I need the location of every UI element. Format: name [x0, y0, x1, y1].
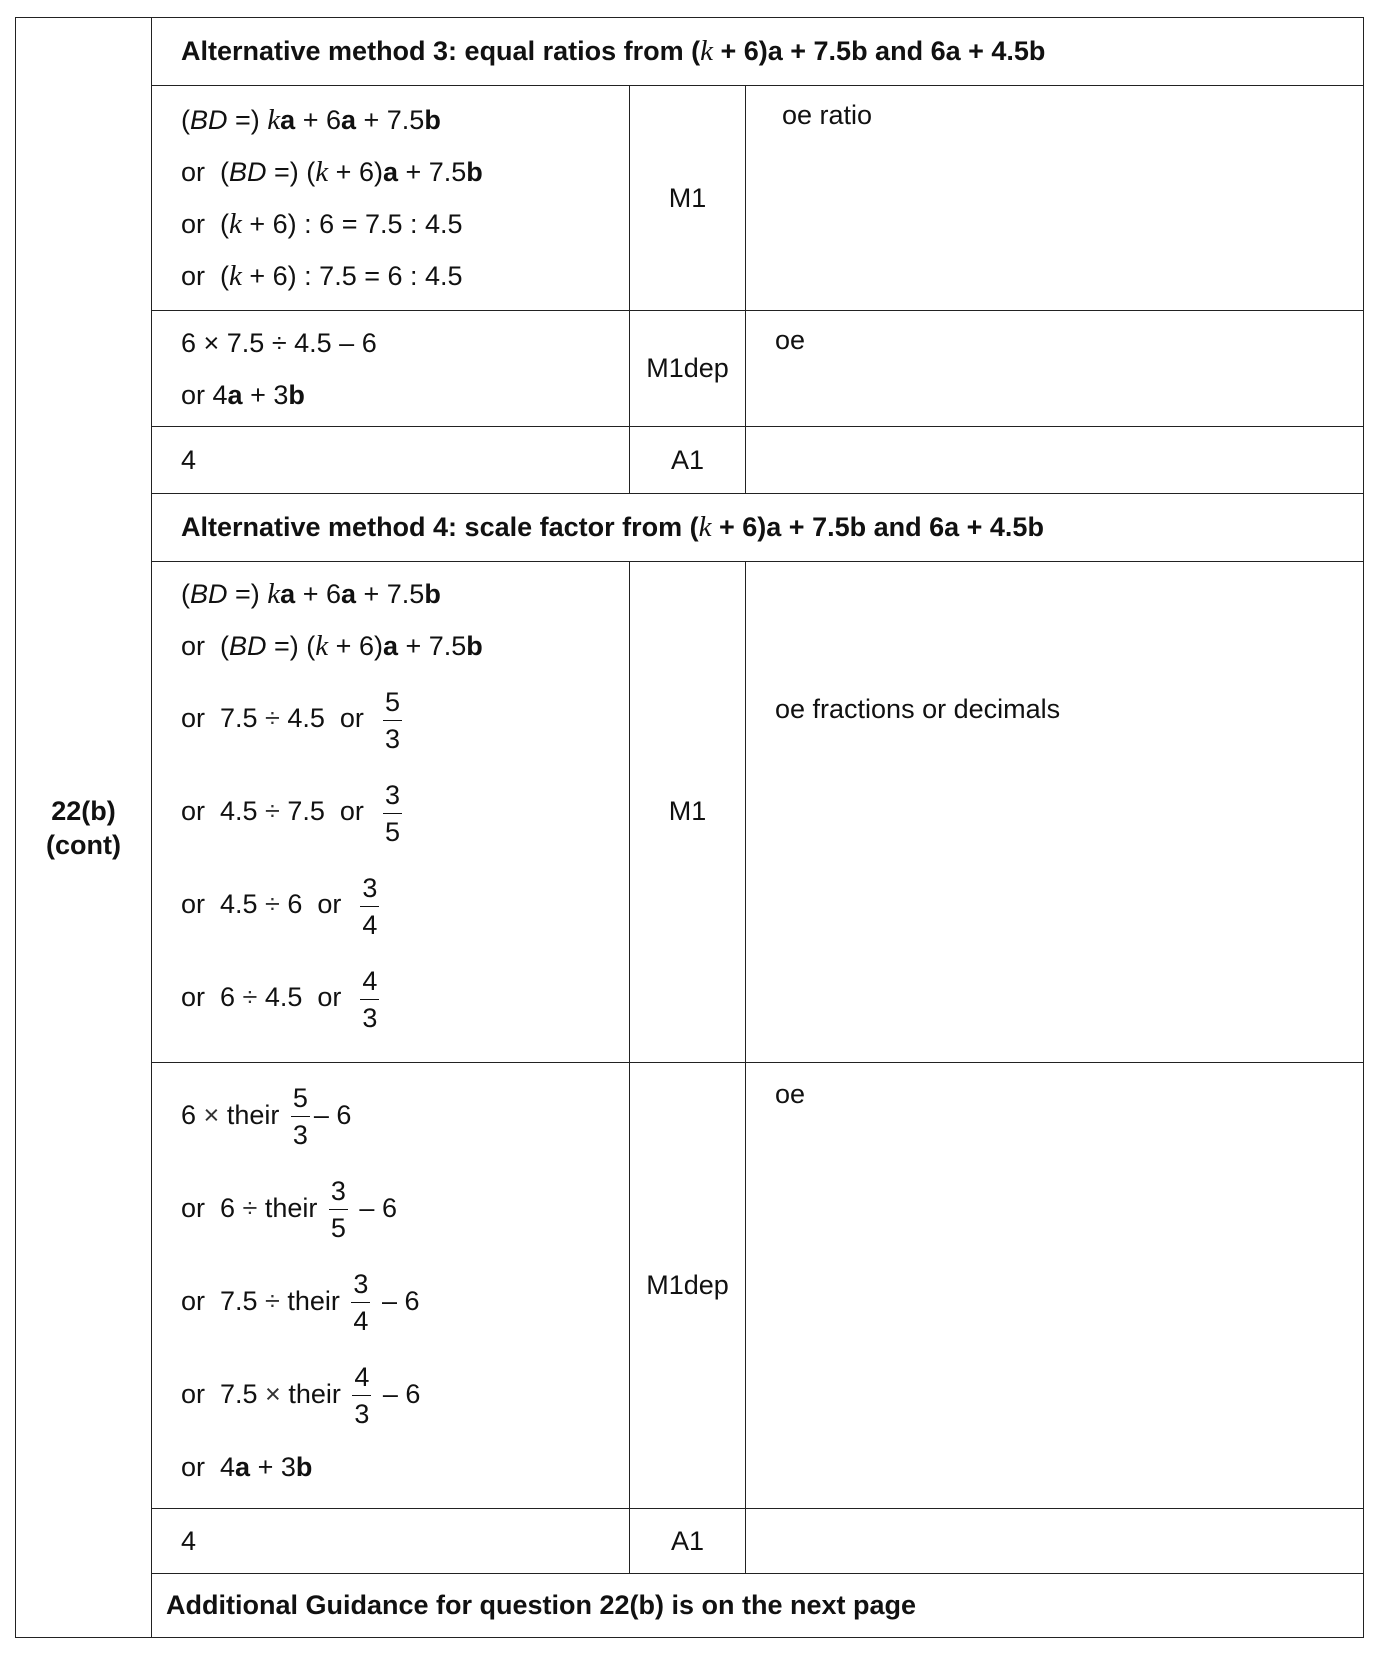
- method4-heading: [152, 493, 1364, 561]
- additional-guidance-note: Additional Guidance for question 22(b) is on the next page: [152, 1573, 1364, 1637]
- working-line: (BD =) ka + 6a + 7.5b: [181, 104, 441, 137]
- method3-row1-mark: M1: [630, 86, 746, 311]
- fraction: $\frac{4}{3}$: [360, 963, 379, 1036]
- working-line: or (k + 6) : 7.5 = 6 : 4.5: [181, 260, 463, 293]
- method3-row3-comment: [746, 427, 1364, 493]
- fraction: $\frac{4}{3}$: [352, 1359, 371, 1432]
- working-line: 6 × 7.5 ÷ 4.5 – 6: [181, 328, 377, 359]
- method3-row1-working: [152, 86, 630, 311]
- method3-heading: [152, 18, 1364, 86]
- working-line: or 7.5 ÷ 4.5 or $\frac{5}{3}$: [181, 672, 629, 765]
- method3-row1-comment: oe ratio: [746, 86, 1364, 311]
- method3-heading-k: k: [700, 35, 713, 68]
- working-line: or (BD =) (k + 6)a + 7.5b: [181, 630, 483, 663]
- working-line: or 7.5 ÷ their $\frac{3}{4}$ – 6: [181, 1255, 629, 1348]
- method3-row2-comment: oe: [746, 311, 1364, 427]
- method4-heading-part-b: + 6)a + 7.5b and 6a + 4.5b: [711, 511, 1044, 542]
- question-sub-label: (cont): [46, 829, 121, 860]
- method4-heading-k: k: [698, 510, 712, 543]
- method3-answer: 4: [152, 427, 630, 493]
- fraction: $\frac{3}{5}$: [329, 1173, 348, 1246]
- fraction: $\frac{3}{4}$: [360, 870, 379, 943]
- fraction: $\frac{3}{5}$: [383, 777, 402, 850]
- method4-heading-part-a: Alternative method 4: scale factor from (: [181, 511, 699, 542]
- fraction: $\frac{3}{4}$: [351, 1266, 370, 1339]
- method4-answer: 4: [152, 1509, 630, 1573]
- working-line: or 7.5 × their $\frac{4}{3}$ – 6: [181, 1348, 629, 1441]
- method4-row1-working: [152, 562, 630, 1063]
- working-line: 6 × their $\frac{5}{3}$ – 6: [181, 1069, 629, 1162]
- working-line: or 4a + 3b: [181, 380, 305, 411]
- method3-heading-part-b: + 6)a + 7.5b and 6a + 4.5b: [712, 36, 1046, 67]
- method4-row3-mark: A1: [630, 1509, 746, 1573]
- method3-row3-mark: A1: [630, 427, 746, 493]
- method3-heading-part-a: Alternative method 3: equal ratios from (: [181, 36, 701, 67]
- question-number-cell: [16, 18, 152, 1638]
- mark-scheme-table: [15, 17, 1364, 1638]
- method3-row2-mark: M1dep: [630, 311, 746, 427]
- method4-row1-comment: oe fractions or decimals: [746, 562, 1364, 1063]
- method4-row2-working: [152, 1062, 630, 1509]
- method4-row3-comment: [746, 1509, 1364, 1573]
- fraction: $\frac{5}{3}$: [291, 1080, 310, 1153]
- method3-row2-working: [152, 311, 630, 427]
- working-line: or 6 ÷ their $\frac{3}{5}$ – 6: [181, 1162, 629, 1255]
- working-line: (BD =) ka + 6a + 7.5b: [181, 578, 441, 611]
- working-line: or 4.5 ÷ 7.5 or $\frac{3}{5}$: [181, 765, 629, 858]
- method4-row1-mark: M1: [630, 562, 746, 1063]
- working-line: or 4a + 3b: [181, 1451, 313, 1482]
- working-line: or 6 ÷ 4.5 or $\frac{4}{3}$: [181, 951, 629, 1044]
- mark-scheme-page: [15, 17, 1363, 1638]
- working-line: or (k + 6) : 6 = 7.5 : 4.5: [181, 208, 463, 241]
- method4-row2-mark: M1dep: [630, 1062, 746, 1509]
- question-label: 22(b): [51, 795, 116, 826]
- working-line: or (BD =) (k + 6)a + 7.5b: [181, 156, 483, 189]
- working-line: or 4.5 ÷ 6 or $\frac{3}{4}$: [181, 858, 629, 951]
- method4-row2-comment: oe: [746, 1062, 1364, 1509]
- fraction: $\frac{5}{3}$: [383, 684, 402, 757]
